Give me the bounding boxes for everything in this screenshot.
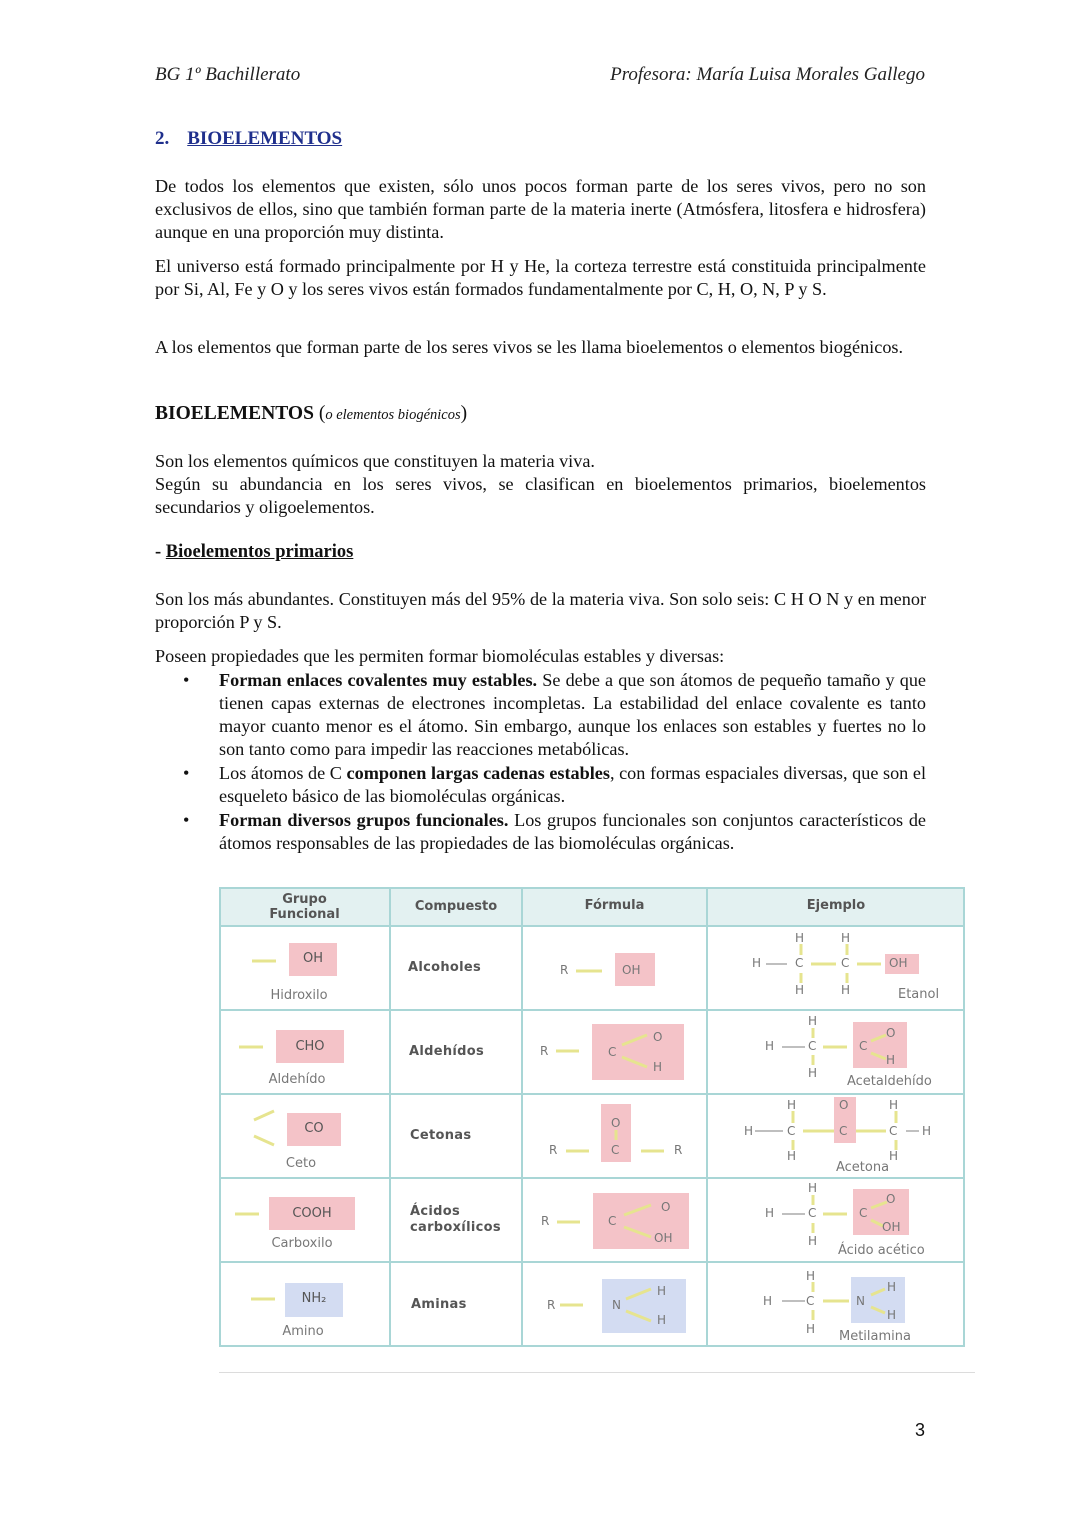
paragraph-composition: El universo está formado principalmente por H y He, la corteza terrestre está constituida principalmente por Si, Al, Fe y O y los seres vivos están formados fundamentalmente por C, H, O, N, P y S. xyxy=(155,256,926,299)
divider xyxy=(219,1372,975,1373)
primarios-heading xyxy=(155,542,353,563)
atom-h: H xyxy=(889,1098,899,1112)
header-formula: Fórmula xyxy=(584,898,645,913)
atom-h: H xyxy=(808,1014,818,1028)
section-heading: BIOELEMENTOS xyxy=(187,128,343,149)
bioelementos-heading xyxy=(155,403,467,425)
chip-nh2: NH₂ xyxy=(301,1291,327,1306)
atom-h: H xyxy=(653,1060,663,1074)
header-course: BG 1º Bachillerato xyxy=(155,64,301,85)
bioelementos-heading-sub: o elementos biogénicos xyxy=(325,407,461,423)
atom-c: C xyxy=(808,1206,817,1220)
atom-h: H xyxy=(763,1294,773,1308)
example-name: Acetaldehído xyxy=(847,1074,932,1089)
bioelementos-heading-main: BIOELEMENTOS xyxy=(155,403,314,424)
atom-c: C xyxy=(808,1039,817,1053)
atom-h: H xyxy=(744,1124,754,1138)
atom-o: O xyxy=(839,1098,849,1112)
atom-c: C xyxy=(611,1143,620,1157)
atom-h: H xyxy=(808,1066,818,1080)
atom-h: H xyxy=(657,1284,667,1298)
atom-h: H xyxy=(808,1181,818,1195)
atom-h: H xyxy=(795,983,805,997)
bullet-text: Los grupos funcionales son conjuntos característicos de átomos responsables de las propiedades de las biomoléculas orgánicas. xyxy=(219,810,926,853)
bullet-text: Los átomos de C xyxy=(219,763,347,783)
atom-o: O xyxy=(661,1200,671,1214)
atom-h: H xyxy=(886,1053,896,1067)
atom-r: R xyxy=(549,1143,558,1157)
example-name: Ácido acético xyxy=(838,1243,925,1258)
bond xyxy=(254,1111,274,1120)
atom-h: H xyxy=(787,1149,797,1163)
section-title xyxy=(155,128,342,150)
header-grupo-funcional xyxy=(219,892,390,922)
chip-oh: OH xyxy=(302,951,323,966)
bullet: • xyxy=(183,810,190,830)
atom-c: C xyxy=(841,956,850,970)
atom-h: H xyxy=(787,1098,797,1112)
bullet-bold: Forman enlaces covalentes muy estables. xyxy=(219,670,538,690)
atom-oh: OH xyxy=(889,956,908,970)
atom-r: R xyxy=(541,1214,550,1228)
header-text: Funcional xyxy=(269,907,340,922)
atom-h: H xyxy=(806,1269,816,1283)
atom-n: N xyxy=(612,1298,621,1312)
example-name: Etanol xyxy=(898,987,940,1002)
bullet-bold: componen largas cadenas estables xyxy=(346,763,610,783)
atom-c: C xyxy=(806,1294,815,1308)
atom-h: H xyxy=(806,1322,816,1336)
formula-bg xyxy=(592,1024,684,1080)
example-name: Metilamina xyxy=(839,1329,911,1344)
atom-c: C xyxy=(859,1206,868,1220)
atom-h: H xyxy=(808,1234,818,1248)
properties-list xyxy=(155,669,926,856)
bullet: • xyxy=(183,763,190,783)
bullet-bold: Forman diversos grupos funcionales. xyxy=(219,810,509,830)
chip-cooh: COOH xyxy=(292,1206,332,1221)
atom-c: C xyxy=(608,1214,617,1228)
classification-paragraph: Según su abundancia en los seres vivos, se clasifican en bioelementos primarios, bioelementos secundarios y oligoelementos. xyxy=(155,474,926,517)
atom-o: O xyxy=(653,1030,663,1044)
atom-o: O xyxy=(886,1192,896,1206)
atom-r: R xyxy=(674,1143,683,1157)
compound-name: Aminas xyxy=(411,1297,467,1312)
atom-c: C xyxy=(839,1124,848,1138)
group-name: Hidroxilo xyxy=(270,988,328,1003)
header-compuesto: Compuesto xyxy=(414,899,498,914)
list-item xyxy=(155,809,926,855)
chip-cho: CHO xyxy=(295,1039,325,1054)
primarios-heading-text: Bioelementos primarios xyxy=(165,542,354,562)
atom-c: C xyxy=(795,956,804,970)
list-item xyxy=(155,669,926,761)
compound-name: Cetonas xyxy=(410,1128,472,1143)
atom-oh: OH xyxy=(622,963,641,977)
primarios-paragraph: Son los más abundantes. Constituyen más del 95% de la materia viva. Son solo seis: C H O N y en menor proporción P y S. xyxy=(155,589,926,632)
group-name: Aldehído xyxy=(268,1072,326,1087)
bullet-text: Se debe a que son átomos de pequeño tamaño y que tienen capas externas de electrones incompletas. La estabilidad del enlace covalente es tanto mayor cuanto menor es el átomo. Sin embargo, aunque los enlaces son estables y fuertes no lo son tanto como para impedir las reacciones metabólicas. xyxy=(219,670,926,759)
atom-c: C xyxy=(787,1124,796,1138)
atom-h: H xyxy=(752,956,762,970)
group-name: Carboxilo xyxy=(271,1236,333,1251)
paragraph-intro: De todos los elementos que existen, sólo unos pocos forman parte de los seres vivos, pero no son exclusivos de ellos, sino que también forman parte de la materia inerte (Atmósfera, litosfera e hidrosfera) aunque en una proporción muy distinta. xyxy=(155,176,926,242)
compound-name: Alcoholes xyxy=(408,960,482,975)
heading-close-paren: ) xyxy=(460,403,468,424)
bond xyxy=(254,1136,274,1145)
atom-oh: OH xyxy=(654,1231,673,1245)
bullet-text: , con formas espaciales diversas, que son el esqueleto básico de las biomoléculas orgánicas. xyxy=(219,763,926,806)
functional-groups-table xyxy=(219,887,965,1347)
atom-h: H xyxy=(765,1039,775,1053)
primarios-dash: - xyxy=(155,542,166,562)
heading-open-paren: ( xyxy=(318,403,326,424)
definition-line: Son los elementos químicos que constituyen la materia viva. xyxy=(155,451,595,471)
group-name: Amino xyxy=(282,1324,324,1339)
example-name: Acetona xyxy=(836,1160,890,1175)
chip-co: CO xyxy=(304,1121,324,1136)
atom-c: C xyxy=(608,1045,617,1059)
atom-c: C xyxy=(889,1124,898,1138)
header-text: Grupo xyxy=(282,892,327,907)
atom-c: C xyxy=(859,1039,868,1053)
atom-r: R xyxy=(540,1044,549,1058)
atom-h: H xyxy=(889,1149,899,1163)
atom-r: R xyxy=(560,963,569,977)
atom-h: H xyxy=(922,1124,932,1138)
compound-line: Ácidos xyxy=(410,1204,460,1219)
compound-line: carboxílicos xyxy=(410,1220,501,1235)
page-number: 3 xyxy=(914,1420,925,1440)
compound-name xyxy=(410,1204,501,1236)
list-item xyxy=(155,762,926,808)
atom-r: R xyxy=(547,1298,556,1312)
atom-h: H xyxy=(657,1313,667,1327)
header-ejemplo: Ejemplo xyxy=(806,898,866,913)
properties-intro: Poseen propiedades que les permiten formar biomoléculas estables y diversas: xyxy=(155,646,725,666)
atom-oh: OH xyxy=(882,1220,901,1234)
atom-o: O xyxy=(611,1116,621,1130)
atom-h: H xyxy=(765,1206,775,1220)
section-number: 2. xyxy=(155,128,170,149)
atom-h: H xyxy=(841,931,851,945)
compound-name: Aldehídos xyxy=(409,1044,485,1059)
paragraph-definition: A los elementos que forman parte de los seres vivos se les llama bioelementos o elementos biogénicos. xyxy=(155,337,904,357)
atom-n: N xyxy=(856,1294,865,1308)
atom-h: H xyxy=(795,931,805,945)
group-name: Ceto xyxy=(285,1156,317,1171)
atom-h: H xyxy=(887,1308,897,1322)
atom-h: H xyxy=(841,983,851,997)
bullet: • xyxy=(183,670,190,690)
atom-h: H xyxy=(887,1280,897,1294)
header-teacher: Profesora: María Luisa Morales Gallego xyxy=(610,64,925,85)
atom-o: O xyxy=(886,1026,896,1040)
